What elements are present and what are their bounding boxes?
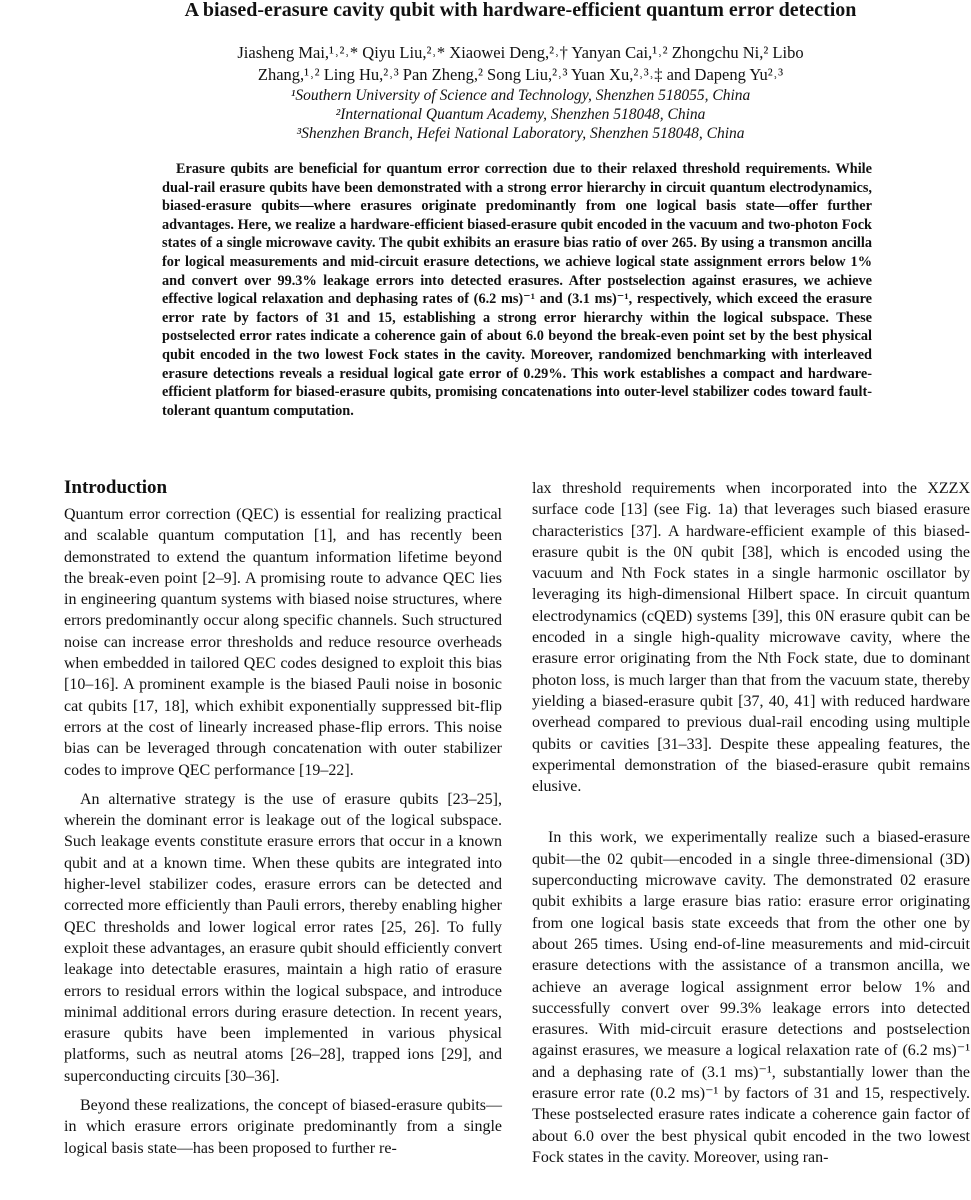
paper-title: A biased-erasure cavity qubit with hardware-efficient quantum error detection [184, 0, 857, 21]
abstract: Erasure qubits are beneficial for quantum error correction due to their relaxed threshold requirements. While dual-rail erasure qubits have been demonstrated with a strong error hierarchy in circuit quantum electrodynamics, biased-erasure qubits—where erasures originate predominantly from one logical basis state—offer further advantages. Here, we realize a hardware-efficient biased-erasure qubit encoded in the vacuum and two-photon Fock states of a single microwave cavity. The qubit exhibits an erasure bias ratio of over 265. By using a transmon ancilla for logical measurements and mid-circuit erasure detections, we achieve logical state assignment errors below 1% and convert over 99.3% leakage errors into detected erasures. After postselection against erasures, we achieve effective logical relaxation and dephasing rates of (6.2 ms)⁻¹ and (3.1 ms)⁻¹, respectively, which exceed the erasure error rate by factors of 31 and 15, establishing a strong error hierarchy within the logical subspace. These postselected error rates indicate a coherence gain of about 6.0 beyond the break-even point set by the best physical qubit encoded in the two lowest Fock states in the cavity. Moreover, randomized benchmarking with interleaved erasure detections reveals a residual logical gate error of 0.29%. This work establishes a compact and hardware-efficient platform for biased-erasure qubits, promising concatenations into outer-level stabilizer codes toward fault-tolerant quantum computation. [162, 161, 872, 419]
paragraph: In this work, we experimentally realize such a biased-erasure qubit—the 02 qubit—encoded in a single three-dimensional (3D) superconducting microwave cavity. The demonstrated 02 erasure qubit exhibits a large erasure bias ratio: erasure error originating from one logical basis state exceeds that from the other one by about 265 times. Using end-of-line measurements and mid-circuit erasure detections with the assistance of a transmon ancilla, we achieve an average logical assignment error below 1% and successfully convert over 99.3% leakage errors into detected erasures. With mid-circuit erasure detections and postselection against erasures, we measure a logical relaxation rate of (6.2 ms)⁻¹ and a dephasing rate of (3.1 ms)⁻¹, substantially lower than the erasure error rate (0.2 ms)⁻¹ by factors of 31 and 15, respectively. These postselected erasure rates indicate a coherence gain factor of about 6.0 over the best physical qubit encoded in the two lowest Fock states in the cavity. Moreover, using ran- [532, 829, 970, 1166]
paragraph: Beyond these realizations, the concept of biased-erasure qubits—in which erasure errors originate predominantly from a single logical basis state—has been proposed to further re- [64, 1097, 502, 1157]
author-list [70, 42, 971, 86]
authors-line-2: Zhang,¹˒² Ling Hu,²˒³ Pan Zheng,² Song Liu,²˒³ Yuan Xu,²˒³˒‡ and Dapeng Yu²˒³ [257, 65, 784, 84]
affiliation-1: ¹Southern University of Science and Technology, Shenzhen 518055, China [290, 87, 751, 104]
section-heading-introduction: Introduction [64, 477, 168, 498]
arxiv-sidebar [0, 0, 58, 1200]
paragraph: Quantum error correction (QEC) is essential for realizing practical and scalable quantum computation [1], and has recently been demonstrated to extend the quantum information lifetime beyond the break-even point [2–9]. A promising route to advance QEC lies in engineering quantum systems with biased noise structures, where errors predominantly occur along specific channels. Such structured noise can increase error thresholds and reduce resource overheads when embedded in tailored QEC codes designed to exploit this bias [10–16]. A prominent example is the biased Pauli noise in bosonic cat qubits [17, 18], which exhibit exponentially suppressed bit-flip errors at the cost of linearly increased phase-flip errors. This noise bias can be leveraged through concatenation with outer stabilizer codes to improve QEC performance [19–22]. [64, 506, 502, 779]
paragraph: An alternative strategy is the use of erasure qubits [23–25], wherein the dominant error is leakage out of the logical subspace. Such leakage events constitute erasure errors that occur in a known qubit and at a known time. When these qubits are integrated into higher-level stabilizer codes, erasure errors can be detected and corrected more efficiently than Pauli errors, thereby enabling higher QEC thresholds and lower logical error rates [25, 26]. To fully exploit these advantages, an erasure qubit should efficiently convert leakage into detectable erasures, maintain a high ratio of erasure errors to residual errors within the logical subspace, and introduce minimal additional errors during erasure detection. In recent years, erasure qubits have been implemented in various physical platforms, such as neutral atoms [26–28], trapped ions [29], and superconducting circuits [30–36]. [64, 790, 502, 1085]
left-column [64, 476, 502, 1159]
paper-header [70, 0, 971, 143]
paragraph: lax threshold requirements when incorporated into the XZZX surface code [13] (see Fig. 1a) that leverages such biased erasure characteristics [37]. A hardware-efficient example of this biased-erasure qubit is the 0N qubit [38], which is encoded using the vacuum and Nth Fock states in a single harmonic oscillator by leveraging its high-dimensional Hilbert space. In circuit quantum electrodynamics (cQED) systems [39], this 0N erasure qubit can be encoded in a single high-quality microwave cavity, where the erasure error originating from the Nth Fock state, due to dominant photon loss, is much larger than that from the vacuum state, thereby yielding a biased-erasure qubit [37, 40, 41] with reduced hardware overhead compared to previous dual-rail encoding using multiple qubits or cavities [31–33]. Despite these appealing features, the experimental demonstration of the biased-erasure qubit remains elusive. [532, 480, 970, 796]
right-column [532, 478, 970, 1168]
authors-line-1: Jiasheng Mai,¹˒²˒* Qiyu Liu,²˒* Xiaowei Deng,²˒† Yanyan Cai,¹˒² Zhongchu Ni,² Libo [237, 43, 804, 62]
affiliation-2: ²International Quantum Academy, Shenzhen 518048, China [335, 106, 706, 123]
affiliations [70, 86, 971, 143]
affiliation-3: ³Shenzhen Branch, Hefei National Laboratory, Shenzhen 518048, China [296, 125, 745, 142]
